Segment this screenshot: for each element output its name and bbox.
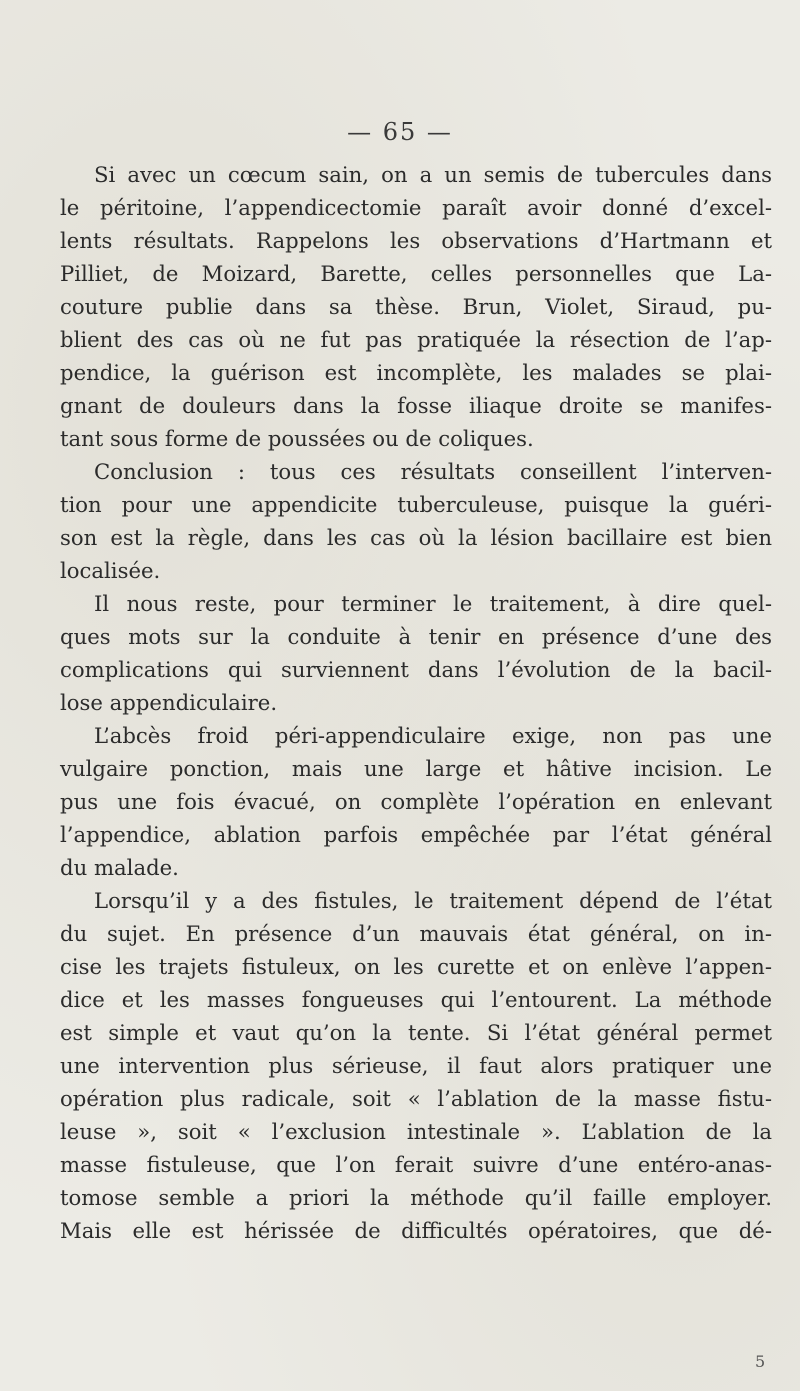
text-line: opération plus radicale, soit « l’ablation de la masse fistu- [60,1086,772,1111]
text-line: tion pour une appendicite tuberculeuse, puisque la guéri- [60,492,772,517]
text-line: tant sous forme de poussées ou de coliques. [60,426,534,451]
text-line: leuse », soit « l’exclusion intestinale ». L’ablation de la [60,1119,772,1144]
text-line: tomose semble a priori la méthode qu’il faille employer. [60,1185,772,1210]
paragraph-1 [60,158,772,455]
text-line: vulgaire ponction, mais une large et hâtive incision. Le [60,756,772,781]
text-line: du sujet. En présence d’un mauvais état général, on in- [60,921,772,946]
text-line: l’appendice, ablation parfois empêchée par l’état général [60,822,772,847]
text-line: lents résultats. Rappelons les observations d’Hartmann et [60,228,772,253]
text-line: Pilliet, de Moizard, Barette, celles personnelles que La- [60,261,772,286]
signature-mark: 5 [755,1352,766,1371]
text-line: Mais elle est hérissée de difficultés opératoires, que dé- [60,1218,772,1243]
text-line: couture publie dans sa thèse. Brun, Violet, Siraud, pu- [60,294,772,319]
paragraph-2 [60,455,772,587]
text-line: Conclusion : tous ces résultats conseillent l’interven- [94,459,772,484]
text-line: Si avec un cœcum sain, on a un semis de tubercules dans [94,162,772,187]
paragraph-3 [60,587,772,719]
paragraph-5 [60,884,772,1247]
text-line: pus une fois évacué, on complète l’opération en enlevant [60,789,772,814]
text-line: est simple et vaut qu’on la tente. Si l’état général permet [60,1020,772,1045]
text-line: blient des cas où ne fut pas pratiquée la résection de l’ap- [60,327,772,352]
text-line: lose appendiculaire. [60,690,278,715]
text-line: masse fistuleuse, que l’on ferait suivre d’une entéro-anas- [60,1152,772,1177]
text-line: complications qui surviennent dans l’évolution de la bacil- [60,657,772,682]
text-line: le péritoine, l’appendicectomie paraît avoir donné d’excel- [60,195,772,220]
text-line: Il nous reste, pour terminer le traitement, à dire quel- [94,591,772,616]
text-line: du malade. [60,855,179,880]
text-line: cise les trajets fistuleux, on les curette et on enlève l’appen- [60,954,772,979]
text-line: localisée. [60,558,161,583]
text-line: ques mots sur la conduite à tenir en présence d’une des [60,624,772,649]
paragraph-4 [60,719,772,884]
text-line: L’abcès froid péri-appendiculaire exige, non pas une [94,723,772,748]
text-line: gnant de douleurs dans la fosse iliaque droite se manifes- [60,393,772,418]
text-line: pendice, la guérison est incomplète, les malades se plai- [60,360,772,385]
text-line: une intervention plus sérieuse, il faut alors pratiquer une [60,1053,772,1078]
text-line: son est la règle, dans les cas où la lésion bacillaire est bien [60,525,772,550]
text-line: dice et les masses fongueuses qui l’entourent. La méthode [60,987,772,1012]
body-text [60,158,772,1247]
text-line: Lorsqu’il y a des fistules, le traitement dépend de l’état [94,888,772,913]
page-number: — 65 — [347,118,453,146]
